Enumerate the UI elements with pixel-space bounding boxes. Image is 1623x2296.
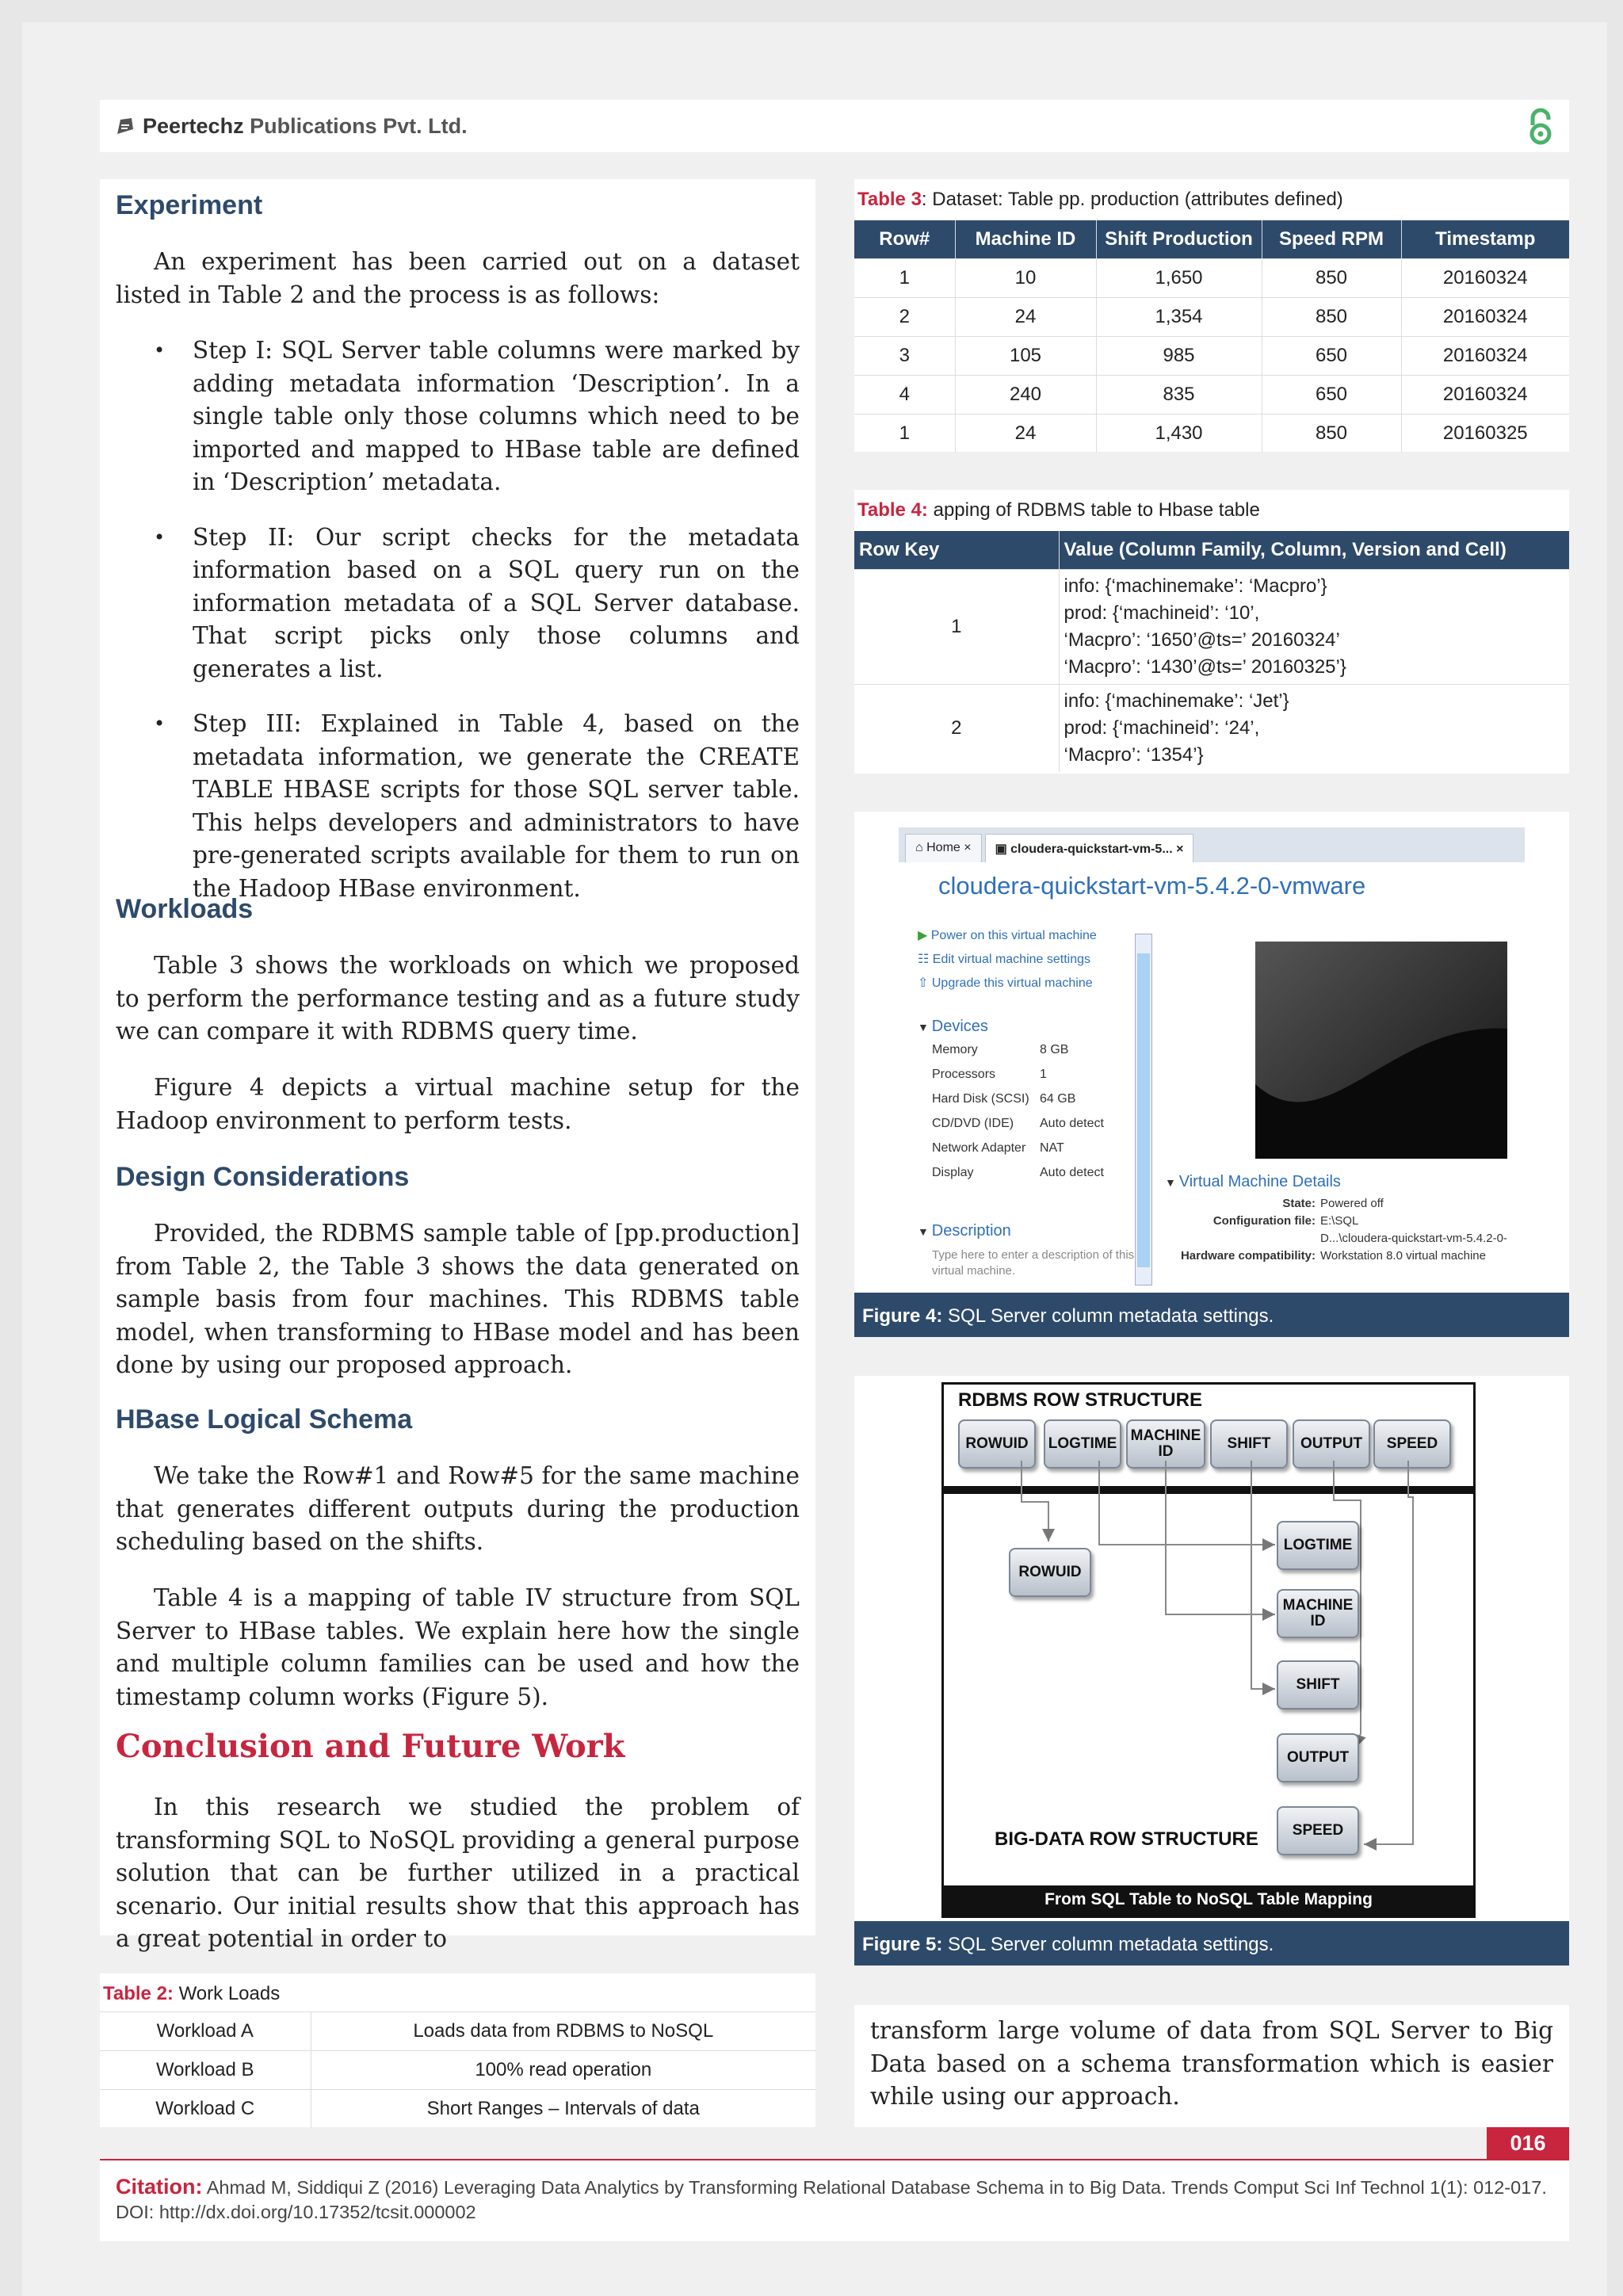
device-row[interactable] bbox=[918, 1068, 1155, 1092]
detail-value: Workstation 8.0 virtual machine bbox=[1320, 1249, 1486, 1263]
settings-icon: ☷ bbox=[918, 953, 933, 966]
device-name: Display bbox=[932, 1166, 974, 1179]
bigdata-column-chip: SHIFT bbox=[1277, 1660, 1359, 1710]
value-line: info: {‘machinemake’: ‘Macpro’} bbox=[1064, 575, 1327, 597]
table-cell: 835 bbox=[1096, 376, 1262, 415]
table-row bbox=[854, 685, 1569, 773]
detail-key: State: bbox=[1282, 1197, 1316, 1210]
table-row bbox=[100, 2051, 815, 2090]
table-row bbox=[100, 2012, 815, 2051]
hbase-paragraph-1: We take the Row#1 and Row#5 for the same machine that generates different outputs during the production scheduling based on the shifts. bbox=[116, 1462, 800, 1555]
citation: Citation: Ahmad M, Siddiqui Z (2016) Leveraging Data Analytics by Transforming Relational Database Schema in to Big Data. Trends Comput Sci Inf Technol 1(1): 012-017. DOI: http://dx.doi.org/10.17352/tcsit.000002 bbox=[100, 2160, 1569, 2241]
detail-row bbox=[1165, 1214, 1522, 1232]
step-item: • Step I: SQL Server table columns were marked by adding metadata information ‘Description’. In a single table only those columns which need to be imported and mapped to HBase table are defined in ‘Description’ metadata. bbox=[116, 334, 800, 499]
detail-value: E:\SQL bbox=[1320, 1214, 1359, 1228]
device-value: 1 bbox=[1040, 1068, 1047, 1081]
table-cell: Workload B bbox=[100, 2051, 311, 2090]
table-cell: 240 bbox=[955, 376, 1096, 415]
table-cell: 850 bbox=[1262, 298, 1401, 337]
page-number: 016 bbox=[1487, 2127, 1569, 2159]
detail-key: Hardware compatibility: bbox=[1180, 1249, 1316, 1263]
table-cell: 850 bbox=[1262, 415, 1401, 453]
hbase-paragraph-2: Table 4 is a mapping of table IV structure from SQL Server to HBase tables. We explain here how the single and multiple column families can be used and how the timestamp column works (Figure 5). bbox=[116, 1584, 800, 1710]
edit-settings-link[interactable]: ☷ Edit virtual machine settings bbox=[918, 953, 1090, 966]
column-header: Row# bbox=[854, 220, 955, 259]
tab-vm[interactable]: ▣ cloudera-quickstart-vm-5... × bbox=[985, 834, 1194, 862]
table-cell: 650 bbox=[1262, 376, 1401, 415]
vm-icon: ▣ bbox=[995, 842, 1011, 856]
table-cell: Workload C bbox=[100, 2090, 311, 2129]
detail-value: D...\cloudera-quickstart-vm-5.4.2-0- bbox=[1320, 1232, 1507, 1245]
column-header: Machine ID bbox=[955, 220, 1096, 259]
rdbms-column-chip: MACHINE ID bbox=[1126, 1419, 1205, 1469]
experiment-intro: An experiment has been carried out on a dataset listed in Table 2 and the process is as follows: bbox=[116, 248, 800, 308]
table-cell: 1 bbox=[854, 259, 955, 298]
column-header: Speed RPM bbox=[1262, 220, 1401, 259]
table-cell: 1,354 bbox=[1096, 298, 1262, 337]
detail-row bbox=[1165, 1249, 1522, 1266]
value-line: prod: {‘machineid’: ‘10’, bbox=[1064, 602, 1260, 624]
table-3-caption: Table 3: Dataset: Table pp. production (attributes defined) bbox=[857, 189, 1343, 210]
devices-heading[interactable]: ▼ Devices bbox=[918, 1018, 988, 1035]
device-name: Processors bbox=[932, 1068, 996, 1081]
open-access-icon bbox=[1523, 108, 1558, 146]
close-icon[interactable]: × bbox=[964, 841, 972, 854]
sidebar-scrollbar[interactable] bbox=[1135, 934, 1152, 1286]
play-icon: ▶ bbox=[918, 929, 931, 942]
bigdata-column-chip: SPEED bbox=[1277, 1806, 1359, 1855]
column-header: Row Key bbox=[854, 531, 1059, 570]
table-4-grid bbox=[854, 531, 1569, 772]
step-item: • Step III: Explained in Table 4, based on the metadata information, we generate the CREATE TABLE HBASE scripts for those SQL server table. This helps developers and administrators to have pre-generated scripts available for them to run on the Hadoop HBase environment. bbox=[116, 708, 800, 905]
bigdata-column-chip: MACHINE ID bbox=[1277, 1589, 1359, 1638]
table-row bbox=[854, 337, 1569, 376]
step-item: • Step II: Our script checks for the metadata information based on a SQL query run on the information metadata of a SQL Server database. That script picks only those columns and generates a list. bbox=[116, 521, 800, 686]
value-line: ‘Macpro’: ‘1430’@ts=’ 20160325’} bbox=[1064, 656, 1346, 678]
device-name: Memory bbox=[932, 1043, 978, 1056]
table-cell: 20160325 bbox=[1401, 415, 1569, 453]
rdbms-column-chip: LOGTIME bbox=[1044, 1419, 1121, 1469]
conclusion-continuation bbox=[854, 2005, 1569, 2127]
upgrade-icon: ⇧ bbox=[918, 976, 932, 990]
bigdata-title: BIG-DATA ROW STRUCTURE bbox=[995, 1828, 1258, 1850]
table-cell: 20160324 bbox=[1401, 376, 1569, 415]
device-row[interactable] bbox=[918, 1141, 1155, 1166]
rdbms-column-chip: SHIFT bbox=[1210, 1419, 1288, 1469]
rdbms-column-chip: ROWUID bbox=[958, 1419, 1036, 1469]
column-header: Timestamp bbox=[1401, 220, 1569, 259]
mapping-banner: From SQL Table to NoSQL Table Mapping bbox=[944, 1885, 1473, 1916]
table-cell: 20160324 bbox=[1401, 259, 1569, 298]
rdbms-title: RDBMS ROW STRUCTURE bbox=[958, 1389, 1202, 1411]
table-2-grid bbox=[100, 2011, 815, 2128]
device-value: Auto detect bbox=[1040, 1166, 1104, 1179]
steps-list bbox=[116, 334, 800, 927]
vm-details bbox=[1165, 1173, 1522, 1266]
table-row bbox=[100, 2090, 815, 2129]
table-3 bbox=[854, 179, 1569, 452]
chevron-down-icon: ▼ bbox=[918, 1225, 932, 1238]
device-name: Hard Disk (SCSI) bbox=[932, 1092, 1029, 1106]
table-cell: Loads data from RDBMS to NoSQL bbox=[311, 2012, 815, 2051]
scrollbar-thumb[interactable] bbox=[1137, 953, 1150, 1267]
workloads-heading: Workloads bbox=[116, 894, 254, 924]
left-column bbox=[100, 179, 815, 1952]
vm-sidebar bbox=[918, 927, 1155, 1278]
table-cell: Short Ranges – Intervals of data bbox=[311, 2090, 815, 2129]
detail-key bbox=[1165, 1232, 1320, 1249]
table-cell: 105 bbox=[955, 337, 1096, 376]
tab-home[interactable]: ⌂ Home × bbox=[905, 834, 982, 862]
table-cell: 4 bbox=[854, 376, 955, 415]
figure-5 bbox=[854, 1376, 1569, 1966]
value-line: ‘Macpro’: ‘1650’@ts=’ 20160324’ bbox=[1064, 629, 1340, 651]
table-cell: 1,650 bbox=[1096, 259, 1262, 298]
publisher-name: Peertechz Publications Pvt. Ltd. bbox=[143, 113, 468, 138]
table-cell: 24 bbox=[955, 415, 1096, 453]
figure-4-caption: Figure 4: SQL Server column metadata settings. bbox=[854, 1293, 1569, 1337]
figure-4 bbox=[854, 812, 1569, 1337]
row-structure-diagram bbox=[941, 1382, 1476, 1918]
table-cell: 1 bbox=[854, 415, 955, 453]
vm-window bbox=[899, 827, 1525, 1279]
workloads-paragraph-2: Figure 4 depicts a virtual machine setup for the Hadoop environment to perform tests. bbox=[116, 1074, 800, 1134]
table-row bbox=[854, 570, 1569, 685]
chevron-down-icon: ▼ bbox=[918, 1021, 932, 1033]
description-input[interactable]: Type here to enter a description of this virtual machine. bbox=[932, 1248, 1135, 1278]
publisher-logo-icon bbox=[114, 115, 136, 137]
column-header: Shift Production bbox=[1096, 220, 1262, 259]
vm-screen-preview bbox=[1255, 942, 1507, 1159]
device-row[interactable] bbox=[918, 1117, 1155, 1141]
upgrade-link[interactable]: ⇧ Upgrade this virtual machine bbox=[918, 976, 1093, 990]
table-cell: 985 bbox=[1096, 337, 1262, 376]
table-2-caption: Table 2: Work Loads bbox=[103, 1983, 281, 2004]
table-cell: Workload A bbox=[100, 2012, 311, 2051]
experiment-heading: Experiment bbox=[116, 190, 263, 220]
vm-title: cloudera-quickstart-vm-5.4.2-0-vmware bbox=[938, 872, 1366, 900]
design-paragraph: Provided, the RDBMS sample table of [pp.production] from Table 2, the Table 3 shows the data generated on sample basis from four machines. This RDBMS table model, when transforming to HBase model and has been done by using our proposed approach. bbox=[116, 1220, 800, 1378]
table-4 bbox=[854, 490, 1569, 774]
conclusion-continuation-text: transform large volume of data from SQL Server to Big Data based on a schema transformation which is easier while using our approach. bbox=[870, 2017, 1553, 2110]
table-cell: 24 bbox=[955, 298, 1096, 337]
value-cell bbox=[1059, 570, 1569, 685]
device-name: Network Adapter bbox=[932, 1141, 1026, 1155]
row-key-cell: 1 bbox=[854, 570, 1059, 685]
device-value: 8 GB bbox=[1040, 1043, 1069, 1056]
table-cell: 1,430 bbox=[1096, 415, 1262, 453]
column-header: Value (Column Family, Column, Version and Cell) bbox=[1059, 531, 1569, 570]
bigdata-column-chip: OUTPUT bbox=[1277, 1733, 1359, 1782]
description-heading[interactable]: ▼ Description bbox=[918, 1222, 1011, 1240]
value-cell bbox=[1059, 685, 1569, 773]
close-icon[interactable]: × bbox=[1176, 842, 1184, 856]
bigdata-column-chip: LOGTIME bbox=[1277, 1521, 1359, 1570]
device-row[interactable] bbox=[918, 1043, 1155, 1068]
detail-value: Powered off bbox=[1320, 1197, 1384, 1210]
value-line: ‘Macpro’: ‘1354’} bbox=[1064, 744, 1204, 766]
table-cell: 3 bbox=[854, 337, 955, 376]
table-3-grid bbox=[854, 220, 1569, 453]
table-row bbox=[854, 259, 1569, 298]
details-heading[interactable]: ▼ Virtual Machine Details bbox=[1165, 1173, 1341, 1190]
bigdata-rowkey-chip: ROWUID bbox=[1009, 1548, 1091, 1597]
device-list bbox=[918, 1043, 1155, 1190]
device-row[interactable] bbox=[918, 1092, 1155, 1117]
vm-tab-bar bbox=[899, 827, 1525, 862]
table-cell: 850 bbox=[1262, 259, 1401, 298]
conclusion-heading: Conclusion and Future Work bbox=[116, 1728, 625, 1765]
conclusion-paragraph: In this research we studied the problem of transforming SQL to NoSQL providing a general purpose solution that can be further utilized in a practical scenario. Our initial results show that this approach has a great potential in order to bbox=[116, 1794, 800, 1952]
device-value: Auto detect bbox=[1040, 1117, 1104, 1130]
power-on-link[interactable]: ▶ Power on this virtual machine bbox=[918, 929, 1097, 942]
table-row bbox=[854, 376, 1569, 415]
table-4-caption: Table 4: apping of RDBMS table to Hbase table bbox=[857, 499, 1260, 521]
detail-row bbox=[1165, 1232, 1522, 1249]
table-cell: 20160324 bbox=[1401, 298, 1569, 337]
table-cell: 2 bbox=[854, 298, 955, 337]
vm-screen-wave bbox=[1255, 942, 1507, 1159]
design-heading: Design Considerations bbox=[116, 1162, 410, 1192]
table-cell: 650 bbox=[1262, 337, 1401, 376]
device-name: CD/DVD (IDE) bbox=[932, 1117, 1014, 1130]
value-line: info: {‘machinemake’: ‘Jet’} bbox=[1064, 690, 1289, 712]
workloads-paragraph-1: Table 3 shows the workloads on which we proposed to perform the performance testing and as a future study we can compare it with RDBMS query time. bbox=[116, 952, 800, 1045]
details-list bbox=[1165, 1197, 1522, 1266]
device-value: NAT bbox=[1040, 1141, 1064, 1155]
device-row[interactable] bbox=[918, 1166, 1155, 1190]
detail-row bbox=[1165, 1197, 1522, 1214]
table-2 bbox=[100, 1973, 815, 2127]
table-cell: 10 bbox=[955, 259, 1096, 298]
table-row bbox=[854, 415, 1569, 453]
table-cell: 100% read operation bbox=[311, 2051, 815, 2090]
home-icon: ⌂ bbox=[915, 841, 927, 854]
detail-key: Configuration file: bbox=[1212, 1214, 1316, 1228]
rdbms-column-chip: OUTPUT bbox=[1293, 1419, 1370, 1469]
table-row bbox=[854, 298, 1569, 337]
table-cell: 20160324 bbox=[1401, 337, 1569, 376]
device-value: 64 GB bbox=[1040, 1092, 1076, 1106]
hbase-heading: HBase Logical Schema bbox=[116, 1404, 413, 1435]
value-line: prod: {‘machineid’: ‘24’, bbox=[1064, 717, 1260, 739]
chevron-down-icon: ▼ bbox=[1165, 1176, 1179, 1189]
row-key-cell: 2 bbox=[854, 685, 1059, 773]
figure-5-caption: Figure 5: SQL Server column metadata settings. bbox=[854, 1921, 1569, 1966]
rdbms-column-chip: SPEED bbox=[1373, 1419, 1451, 1469]
journal-header bbox=[100, 100, 1569, 152]
